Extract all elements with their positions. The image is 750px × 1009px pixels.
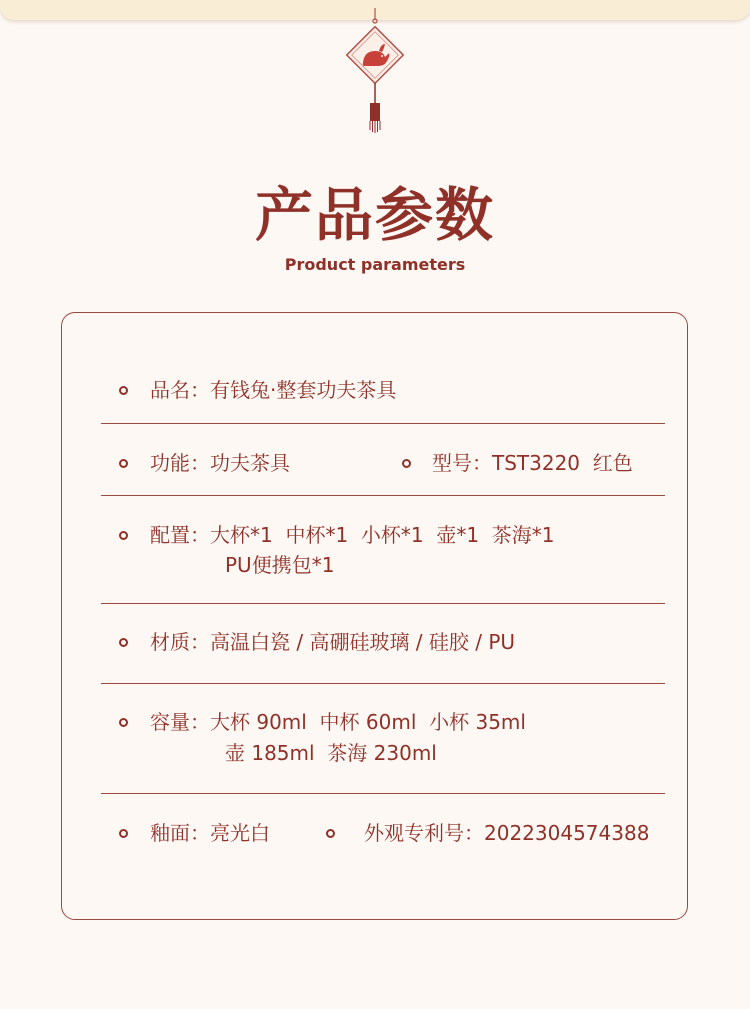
spec-label-name: 品名： [150, 378, 210, 402]
divider [101, 603, 665, 604]
spec-label-model: 型号： [432, 451, 492, 475]
circle-bullet-icon [119, 829, 128, 838]
circle-bullet-icon [119, 638, 128, 647]
circle-bullet-icon [119, 718, 128, 727]
spec-value-name: 有钱兔·整套功夫茶具 [210, 378, 397, 402]
page-title: 产品参数 [254, 181, 495, 249]
circle-bullet-icon [326, 829, 335, 838]
circle-bullet-icon [402, 459, 411, 468]
divider [101, 793, 665, 794]
spec-label-patent: 外观专利号： [364, 821, 484, 845]
spec-value-material: 高温白瓷 / 高硼硅玻璃 / 硅胶 / PU [210, 630, 516, 654]
circle-bullet-icon [119, 531, 128, 540]
spec-value-config: 大杯*1 中杯*1 小杯*1 壶*1 茶海*1 [210, 523, 555, 547]
divider [101, 495, 665, 496]
circle-bullet-icon [119, 386, 128, 395]
spec-value-glaze: 亮光白 [210, 821, 270, 845]
spec-label-function: 功能： [150, 451, 210, 475]
spec-value-patent: 2022304574388 [484, 821, 650, 845]
page-subtitle: Product parameters [284, 255, 466, 274]
circle-bullet-icon [119, 459, 128, 468]
spec-label-glaze: 釉面： [150, 821, 210, 845]
spec-label-config: 配置： [150, 523, 210, 547]
divider [101, 423, 665, 424]
spec-value-capacity-line2: 壶 185ml 茶海 230ml [225, 741, 437, 765]
rabbit-ornament-icon [335, 8, 415, 138]
spec-label-capacity: 容量： [150, 710, 210, 734]
spec-value-capacity: 大杯 90ml 中杯 60ml 小杯 35ml [210, 710, 526, 734]
spec-label-material: 材质： [150, 630, 210, 654]
spec-value-model: TST3220 红色 [492, 451, 633, 475]
divider [101, 683, 665, 684]
spec-value-function: 功夫茶具 [210, 451, 290, 475]
spec-value-config-line2: PU便携包*1 [225, 553, 335, 577]
